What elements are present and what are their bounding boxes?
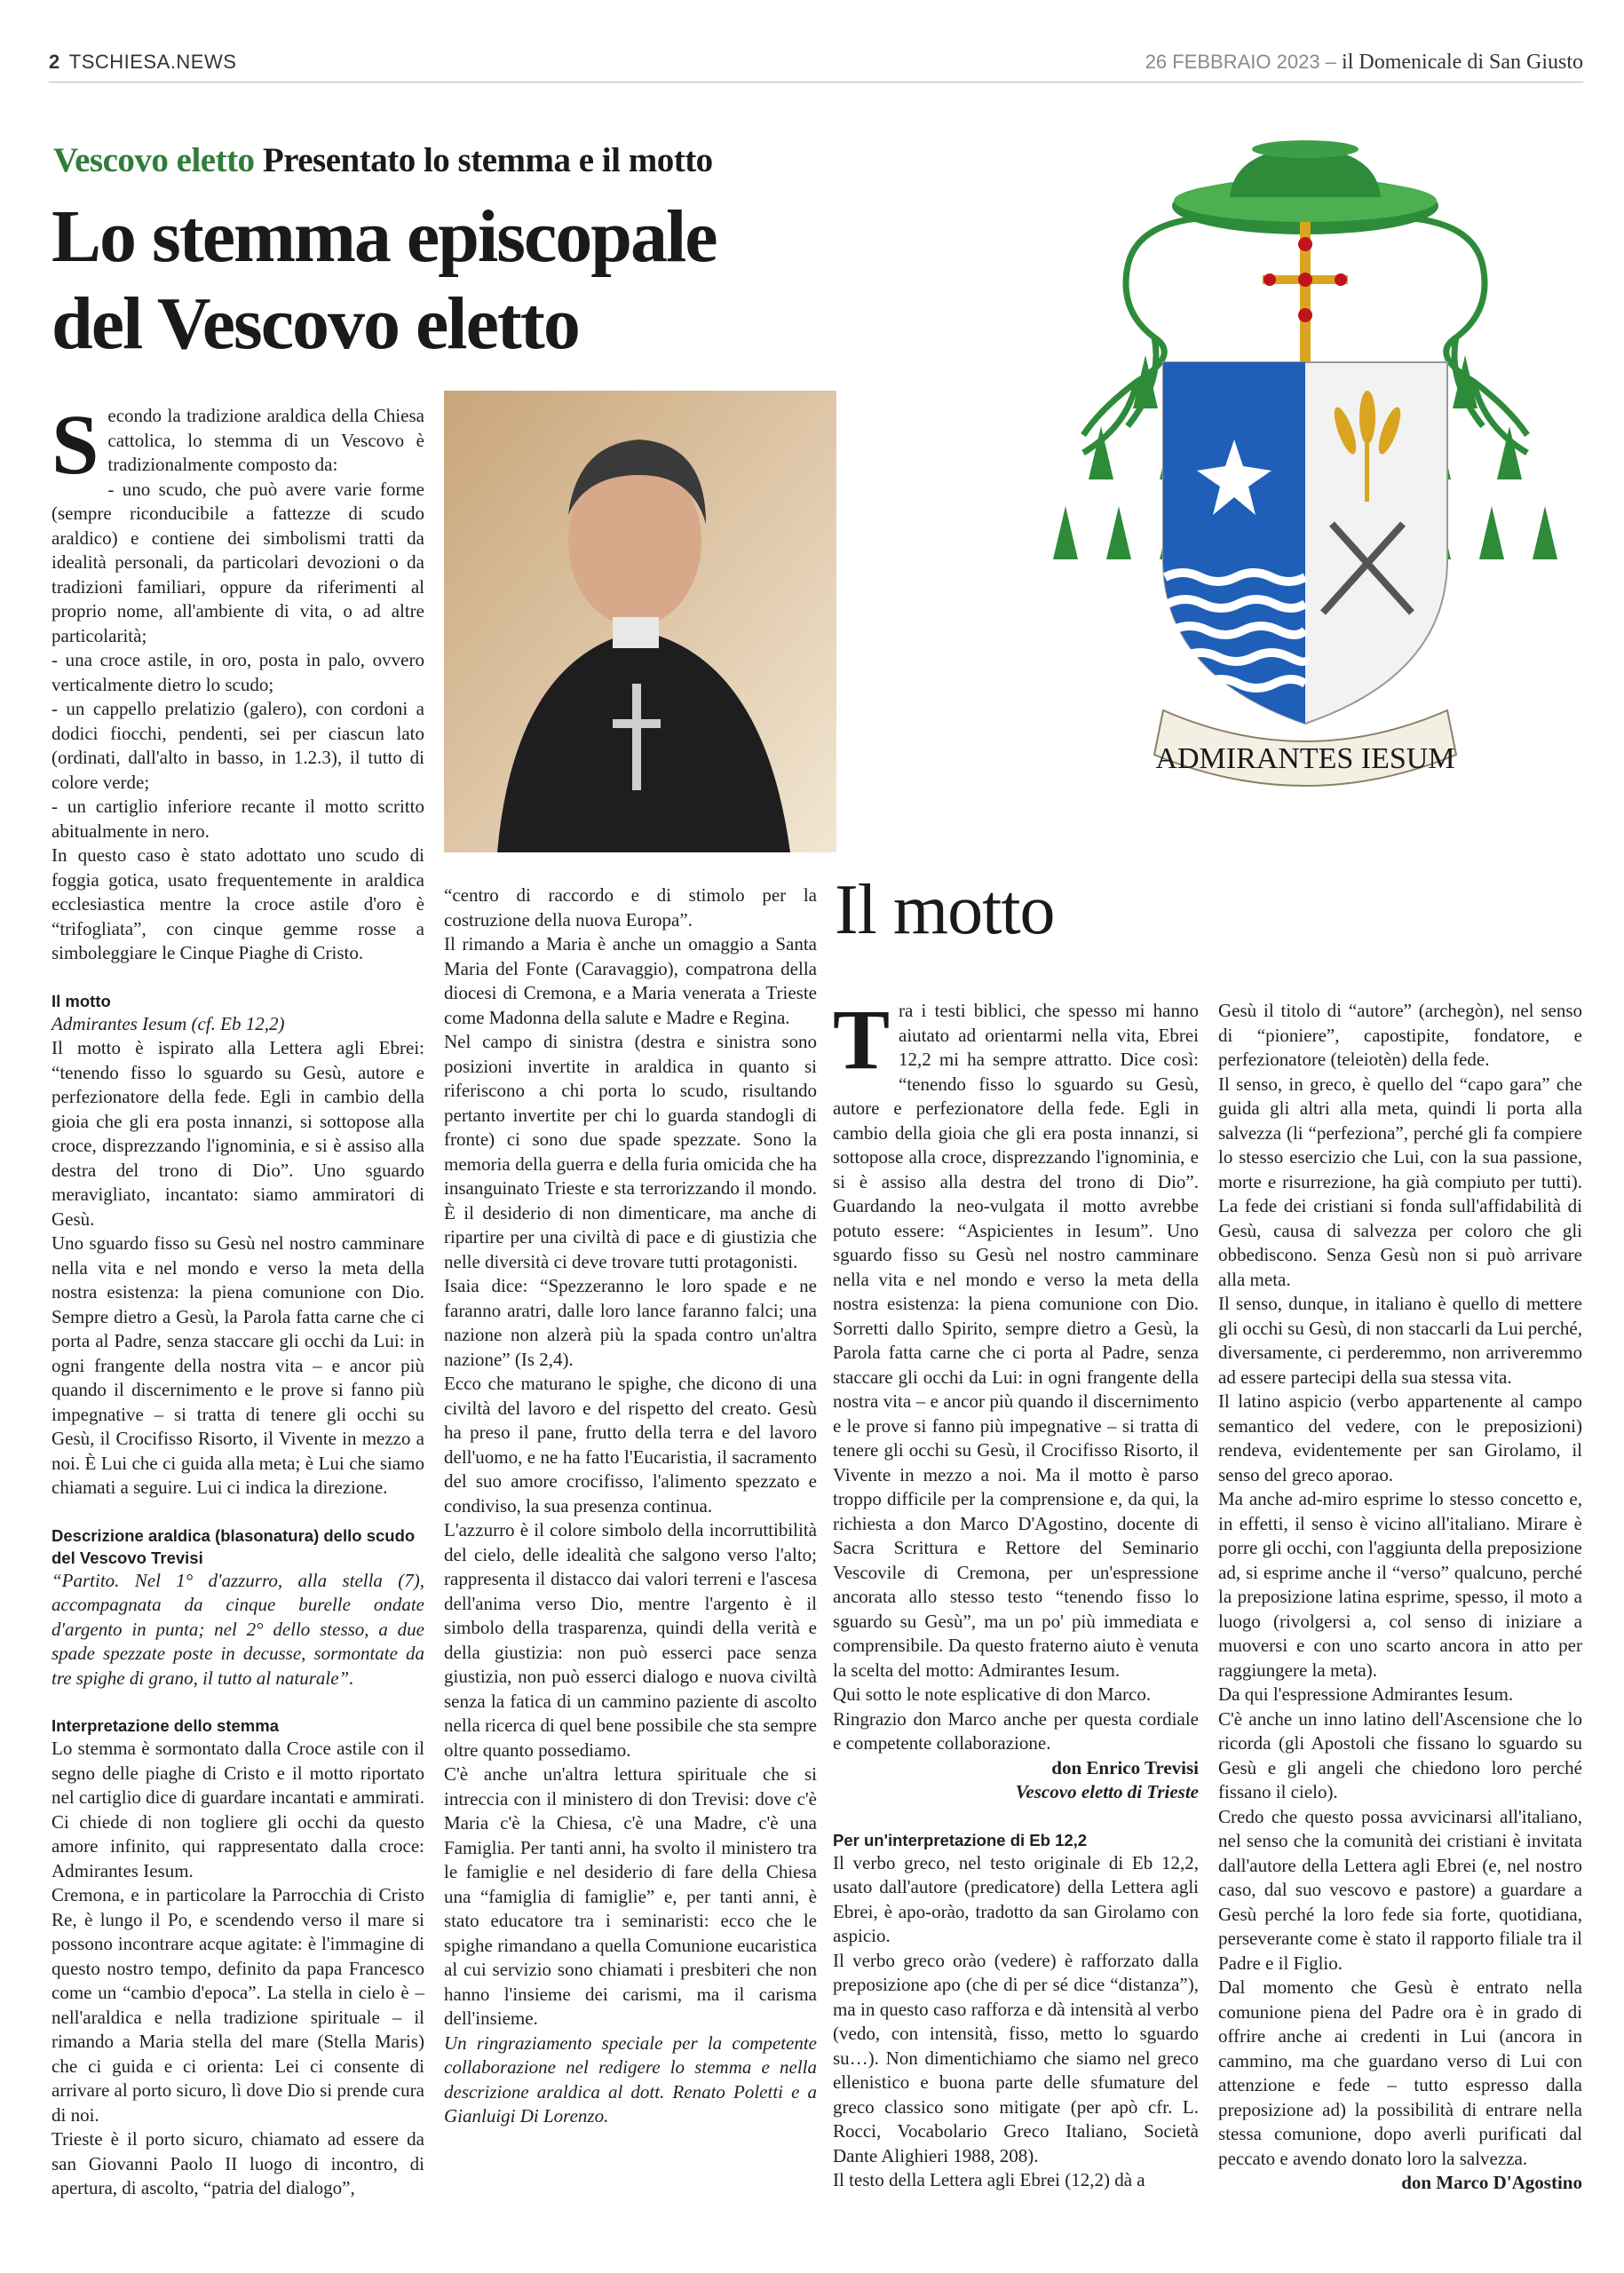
column-2 — [444, 883, 817, 2129]
kicker-section: Vescovo eletto — [53, 141, 255, 179]
title-line-1: Lo stemma episcopale — [51, 195, 717, 278]
header-rule — [49, 82, 1583, 83]
body-paragraph: C'è anche un'altra lettura spirituale che si intreccia con il ministero di don Trevisi: dove c'è Maria c'è la Chiesa, c'è una Madre, c'è una Famiglia. Per tanti anni, ha svolto il ministero tra le famiglie e nel desiderio di fare della Chiesa una “famiglia di famiglie” e, per tanti anni, è stato educatore tra i seminaristi: ecco che le spighe rimandano a quella Comunione eucaristica al cui servizio sono chiamati i presbiteri che non hanno l'insieme dei carismi, ma il carisma dell'insieme. — [444, 1763, 817, 2029]
subheading-motto: Il motto — [51, 991, 111, 1010]
title-line-2: del Vescovo eletto — [51, 282, 579, 365]
blazon-text: “Partito. Nel 1° d'azzurro, alla stella (7), accompagnata da cinque burelle ondate d'argento in punta; nel 2° dello stesso, a due spade spezzate poste in decusse, sormontate da tre spighe di grano, il tutto al naturale”. — [51, 1569, 424, 1689]
motto-reference: Admirantes Iesum (cf. Eb 12,2) — [51, 1012, 285, 1034]
article-title — [51, 194, 939, 368]
motto-ribbon-text: ADMIRANTES IESUM — [1155, 742, 1455, 775]
coat-of-arms-image — [1030, 133, 1580, 826]
body-paragraph: L'azzurro è il colore simbolo della incorruttibilità del cielo, delle idealità che salgono verso l'alto; rappresenta il distacco dai valori terreni e l'ascesa dell'anima verso Dio, mentre l'argento è il simbolo della trasparenza, quindi della verità e della giustizia: non può esserci pace senza giustizia, non può esserci dialogo e nuova civiltà senza la fatica di un cammino paziente di ascolto nella ricerca di quel bene possibile che sta sempre oltre quanto possediamo. — [444, 1519, 817, 1761]
signature-dagostino: don Marco D'Agostino — [1401, 2172, 1582, 2193]
body-paragraph: Il verbo greco, nel testo originale di Eb 12,2, usato dall'autore (predicatore) della Lettera agli Ebrei, è apo-orào, tradotto da san Girolamo con aspicio. — [833, 1851, 1199, 1946]
issue-date: 26 FEBBRAIO 2023 – — [1145, 51, 1343, 73]
body-paragraph: Il testo della Lettera agli Ebrei (12,2) dà a — [833, 2169, 1145, 2190]
intro-paragraph: econdo la tradizione araldica della Chiesa cattolica, lo stemma di un Vescovo è tradizionalmente composto da: — [107, 405, 424, 475]
body-paragraph: Credo che questo possa avvicinarsi all'italiano, nel senso che la comunità dei cristiani è invitata dall'autore della Lettera agli Ebrei (e, nel nostro caso, dal suo vescovo e pastore) a guardare a Gesù perché la loro fede sia forte, quotidiana, perseverante come è stato il rapporto filiale tra il Padre e il Figlio. — [1218, 1805, 1582, 1974]
page-number: 2 — [49, 51, 60, 73]
subheading-description: Descrizione araldica (blasonatura) dello scudo del Vescovo Trevisi — [51, 1525, 416, 1567]
list-item: - uno scudo, che può avere varie forme (sempre riconducibile a fattezze di scudo araldico) e contiene dei simbolismi tratti da idealità personali, da particolari devozioni o da tradizioni familiari, oppure da riferimenti al proprio nome, all'ambiente di vita, o ad altre particolarità; — [51, 478, 424, 646]
body-paragraph: Qui sotto le note esplicative di don Marco. — [833, 1683, 1152, 1705]
portrait-photo — [444, 391, 836, 852]
column-4 — [1218, 999, 1582, 2196]
signature-title: Vescovo eletto di Trieste — [1015, 1781, 1199, 1802]
list-item: - un cappello prelatizio (galero), con cordoni a dodici fiocchi, pendenti, sei per ciascun lato (ordinati, dall'alto in basso, in 1.2.3), il tutto di colore verde; — [51, 698, 424, 793]
body-paragraph: Dal momento che Gesù è entrato nella comunione piena del Padre ora è in grado di offrire anche ai credenti in Lui (ancora in cammino, ma che guardano verso di Lui con attenzione e fede – tutto espresso dalla preposizione ad) la possibilità di entrare nella stessa comunione, dopo averli purificati dal peccato e avendo donato loro la salvezza. — [1218, 1976, 1582, 2169]
article-kicker — [53, 140, 713, 180]
acknowledgement: Un ringraziamento speciale per la competente collaborazione nel redigere lo stemma e nella descrizione araldica al dott. Renato Poletti e a Gianluigi Di Lorenzo. — [444, 2031, 817, 2126]
body-paragraph: Trieste è il porto sicuro, chiamato ad essere da san Giovanni Paolo II luogo di incontro, di apertura, di ascolto, “patria del dialogo”, — [51, 2128, 424, 2198]
column-3 — [833, 992, 1199, 2193]
body-paragraph: Il latino aspicio (verbo appartenente al campo semantico del vedere, con le preposizioni) rendeva, evidentemente per san Girolamo, il senso del greco aporao. — [1218, 1390, 1582, 1485]
body-paragraph: Ma anche ad-miro esprime lo stesso concetto e, in effetti, il senso è vicino all'italiano. Mirare è porre gli occhi, con l'aggiunta della preposizione ad, si esprime anche il “verso” qualcuno, perché la preposizione latina esprime, spesso, il moto a luogo (rivolgersi a, col senso di iniziare a muoversi e con uno scarto ancora in atto per raggiungere la meta). — [1218, 1488, 1582, 1681]
list-item: - una croce astile, in oro, posta in palo, ovvero verticalmente dietro lo scudo; — [51, 649, 424, 695]
page-header-left — [49, 51, 236, 74]
body-paragraph: Il senso, in greco, è quello del “capo gara” che guida gli altri alla meta, quindi li porta alla salvezza (li “perfeziona”, perché gli fa compiere lo stesso esercizio che Lui, con la sua passione, morte e risurrezione, ha già compiuto per tutti). La fede dei cristiani si fonda sull'affidabilità di Gesù, causa di salvezza per coloro che gli obbediscono. Senza Gesù non si può arrivare alla meta. — [1218, 1073, 1582, 1290]
site-name: TSCHIESA.NEWS — [68, 51, 237, 73]
subheading-interpretation: Interpretazione dello stemma — [51, 1716, 279, 1735]
body-paragraph: Cremona, e in particolare la Parrocchia di Cristo Re, è lungo il Po, e scendendo verso il mare si possono incontrare acque agitate: è l'immagine di questo nostro tempo, definito da papa Francesco come un “cambio d'epoca”. La stella in cielo è – nell'araldica e nella tradizione spirituale – il rimando a Maria stella del mare (Stella Maris) che ci guida e ci orienta: Lei ci consente di arrivare al porto sicuro, lì dove Dio si prende cura di noi. — [51, 1884, 424, 2126]
body-paragraph: Il senso, dunque, in italiano è quello di mettere gli occhi su Gesù, di non staccarli da Lui perché, diversamente, ci perderemmo, non arriveremmo ad essere partecipi della sua stessa vita. — [1218, 1293, 1582, 1388]
body-paragraph: Da qui l'espressione Admirantes Iesum. — [1218, 1683, 1514, 1705]
kicker-text: Presentato lo stemma e il motto — [262, 141, 713, 179]
shield — [1163, 362, 1447, 724]
body-paragraph: Nel campo di sinistra (destra e sinistra sono posizioni invertite in araldica in quanto si riferiscono a chi porta lo scudo, risultando pertanto invertite per chi lo guarda standogli di fronte) ci sono due spade spezzate. Sono la memoria della guerra e della furia omicida che ha insanguinato Trieste e sta terrorizzando il mondo. È il desiderio di non dimenticare, ma anche di ripartire per una civiltà di pace e di giustizia che nelle diversità ci deve trovare tutti protagonisti. — [444, 1031, 817, 1272]
page-header-right — [1145, 51, 1583, 75]
body-paragraph: Il motto è ispirato alla Lettera agli Ebrei: “tenendo fisso lo sguardo su Gesù, autore e perfezionatore della fede. Egli in cambio della gioia che gli era posta innanzi, si sottopose alla croce, disprezzando l'ignominia, e si è assiso alla destra del trono di Dio”. Uno sguardo meravigliato, incantato: siamo ammiratori di Gesù. — [51, 1037, 424, 1230]
newspaper-name: il Domenicale di San Giusto — [1342, 51, 1583, 74]
list-item: - un cartiglio inferiore recante il motto scritto abitualmente in nero. — [51, 796, 424, 842]
body-paragraph: ra i testi biblici, che spesso mi hanno aiutato ad orientarmi nella vita, Ebrei 12,2 mi ha sempre attratto. Dice così: “tenendo fisso lo sguardo su Gesù, autore e perfezionatore della fede. Egli in cambio della gioia che gli era posta innanzi, si sottopose alla croce, disprezzando l'ignominia, e si è assiso alla destra del trono di Dio”. Guardando la neo-vulgata il motto avrebbe potuto essere: “Aspicientes in Iesum”. Uno sguardo fisso su Gesù nel nostro camminare nella vita e nel mondo e verso la meta della nostra esistenza: la piena comunione con Dio. Sorretti dallo Spirito, sempre dietro a Gesù, la Parola fatta carne che ci porta al Padre, senza staccare gli occhi da Lui: in ogni frangente della nostra vita – e ancor più quando il discernimento e le prove si fanno più impegnative – si tratta di tenere gli occhi su Gesù, il Crocifisso Risorto, il Vivente in mezzo a noi. Ma il motto è parso troppo difficile per la comprensione e, da qui, la richiesta a don Marco D'Agostino, docente di Sacra Scrittura e Rettore del Seminario Vescovile di Cremona, per un'espressione ancorata allo stesso testo “tenendo fisso lo sguardo su Gesù”, ma un po' più immediata e comprensibile. Da questo fraterno aiuto è venuta la scelta del motto: Admirantes Iesum. — [833, 1000, 1199, 1681]
intro-paragraph-b: In questo caso è stato adottato uno scudo di foggia gotica, usato frequentemente in araldica ecclesiastica mentre la croce astile d'oro è “trifogliata”, con cinque gemme rosse a simboleggiare le Cinque Piaghe di Cristo. — [51, 844, 424, 963]
dropcap-t: T — [833, 992, 891, 1087]
signature-trevisi: don Enrico Trevisi — [1051, 1756, 1199, 1778]
body-paragraph: “centro di raccordo e di stimolo per la costruzione della nuova Europa”. — [444, 884, 817, 931]
motto-section-title: Il motto — [835, 871, 1055, 949]
body-paragraph: Gesù il titolo di “autore” (archegòn), nel senso di “pioniere”, capostipite, fondatore, e perfezionatore (teleiotèn) della fede. — [1218, 1000, 1582, 1070]
body-paragraph: Isaia dice: “Spezzeranno le loro spade e ne faranno aratri, dalle loro lance faranno falci; una nazione non alzerà più la spada contro un'altra nazione” (Is 2,4). — [444, 1275, 817, 1370]
body-paragraph: Il rimando a Maria è anche un omaggio a Santa Maria del Fonte (Caravaggio), compatrona della diocesi di Cremona, e a Maria venerata a Trieste come Madonna della salute e Madre e Regina. — [444, 933, 817, 1028]
body-paragraph: C'è anche un inno latino dell'Ascensione che lo ricorda (gli Apostoli che fissano lo sguardo su Gesù e gli angeli che chiedono loro perché fissano il cielo). — [1218, 1707, 1582, 1802]
body-paragraph: Lo stemma è sormontato dalla Croce astile con il segno delle piaghe di Cristo e il motto riportato nel cartiglio dice di guardare incantati e ammirati. Ci chiede di non togliere gli occhi da questo amore infinito, qui rappresentato dalla croce: Admirantes Iesum. — [51, 1738, 424, 1881]
galero-hat — [1172, 140, 1438, 234]
body-paragraph: Ringrazio don Marco anche per questa cordiale e competente collaborazione. — [833, 1707, 1199, 1754]
body-paragraph: Uno sguardo fisso su Gesù nel nostro camminare nella vita e nel mondo e verso la meta della nostra esistenza: la piena comunione con Dio. Sempre dietro a Gesù, la Parola fatta carne che ci porta al Padre, senza staccare gli occhi da Lui: in ogni frangente della nostra vita – e ancor più quando il discernimento e le prove si fanno più impegnative – si tratta di tenere gli occhi su Gesù, il Crocifisso Risorto, il Vivente in mezzo a noi. È Lui che ci guida alla meta; è Lui che siamo chiamati a seguire. Lui ci indica la direzione. — [51, 1232, 424, 1498]
dropcap-s: S — [51, 397, 99, 492]
column-1 — [51, 397, 424, 2201]
body-paragraph: Il verbo greco orào (vedere) è rafforzato dalla preposizione apo (che di per sé dice “distanza”), ma in questo caso rafforza e dà intensità al verbo (vedo, con intensità, fisso, metto lo sguardo su…). Non dimentichiamo che siamo nel greco ellenistico e buona parte delle sfumature del greco classico sono mitigate (per apò cfr. L. Rocci, Vocabolario Greco Italiano, Società Dante Alighieri 1988, 208). — [833, 1949, 1199, 2166]
body-paragraph: Ecco che maturano le spighe, che dicono di una civiltà del lavoro e del rispetto del creato. Gesù ha preso il pane, frutto della terra e del lavoro dell'uomo, e ne ha fatto l'Eucaristia, il sacramento del suo amore crocifisso, l'alimento spezzato e condiviso, la sua presenza continua. — [444, 1373, 817, 1517]
subheading-eb: Per un'interpretazione di Eb 12,2 — [833, 1830, 1088, 1849]
